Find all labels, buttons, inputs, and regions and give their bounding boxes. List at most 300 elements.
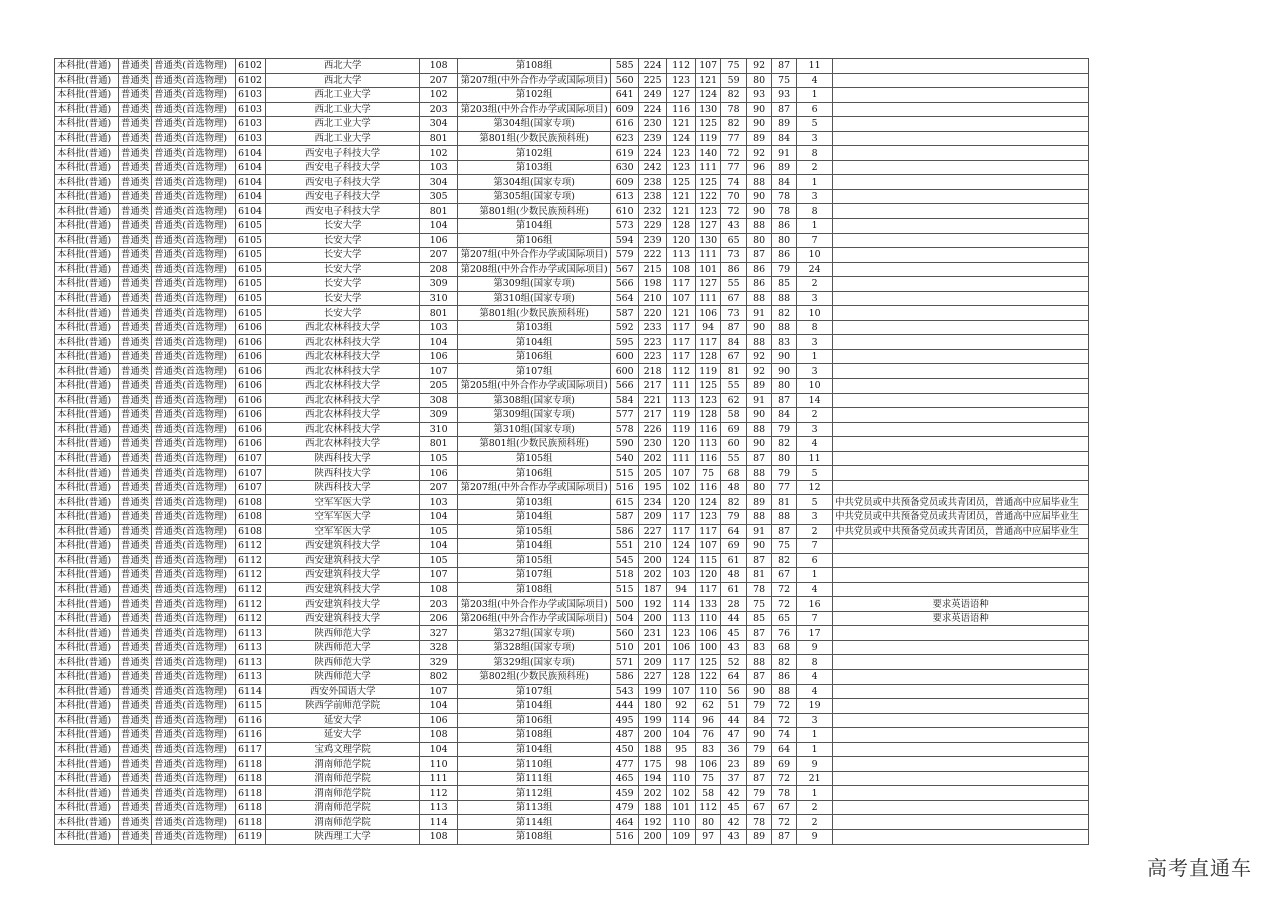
- cell-school-name: 西安建筑科技大学: [266, 539, 420, 554]
- cell-chi-math-eng: 242: [639, 160, 667, 175]
- cell-school-name: 陕西科技大学: [266, 451, 420, 466]
- cell-total-score: 560: [611, 73, 639, 88]
- cell-second-subject-b: 67: [772, 800, 797, 815]
- cell-foreign-lang: 83: [696, 742, 721, 757]
- cell-total-score: 571: [611, 655, 639, 670]
- cell-group-name: 第103组: [458, 495, 611, 510]
- cell-category: 普通类: [119, 655, 152, 670]
- cell-foreign-lang: 117: [696, 335, 721, 350]
- cell-remark: [833, 699, 1089, 714]
- table-row: [55, 800, 1089, 815]
- cell-plan-count: 7: [797, 233, 833, 248]
- cell-math: 111: [667, 451, 696, 466]
- cell-batch: 本科批(普通): [55, 306, 119, 321]
- cell-school-code: 6105: [236, 219, 266, 234]
- table-row: [55, 204, 1089, 219]
- cell-group-code: 203: [420, 597, 458, 612]
- cell-chi-math-eng: 239: [639, 131, 667, 146]
- cell-batch: 本科批(普通): [55, 611, 119, 626]
- cell-total-score: 500: [611, 597, 639, 612]
- cell-first-subject: 84: [721, 335, 747, 350]
- cell-second-subject-a: 87: [747, 451, 772, 466]
- cell-first-subject: 64: [721, 524, 747, 539]
- cell-total-score: 551: [611, 539, 639, 554]
- cell-batch: 本科批(普通): [55, 379, 119, 394]
- cell-first-subject: 48: [721, 480, 747, 495]
- cell-school-code: 6113: [236, 669, 266, 684]
- cell-group-code: 308: [420, 393, 458, 408]
- cell-total-score: 577: [611, 408, 639, 423]
- cell-foreign-lang: 62: [696, 699, 721, 714]
- cell-school-code: 6116: [236, 728, 266, 743]
- cell-math: 114: [667, 597, 696, 612]
- cell-chi-math-eng: 201: [639, 640, 667, 655]
- cell-foreign-lang: 123: [696, 393, 721, 408]
- cell-foreign-lang: 125: [696, 117, 721, 132]
- cell-school-code: 6107: [236, 466, 266, 481]
- cell-group-code: 802: [420, 669, 458, 684]
- table-row: [55, 131, 1089, 146]
- cell-plan-count: 10: [797, 379, 833, 394]
- cell-total-score: 619: [611, 146, 639, 161]
- cell-math: 124: [667, 539, 696, 554]
- cell-second-subject-b: 78: [772, 189, 797, 204]
- cell-total-score: 594: [611, 233, 639, 248]
- cell-school-code: 6106: [236, 408, 266, 423]
- cell-foreign-lang: 106: [696, 626, 721, 641]
- cell-subject-type: 普通类(首选物理): [152, 684, 236, 699]
- cell-second-subject-a: 90: [747, 408, 772, 423]
- cell-school-code: 6104: [236, 204, 266, 219]
- table-row: [55, 189, 1089, 204]
- cell-second-subject-a: 81: [747, 568, 772, 583]
- cell-group-code: 106: [420, 233, 458, 248]
- cell-plan-count: 8: [797, 146, 833, 161]
- cell-school-name: 西北农林科技大学: [266, 437, 420, 452]
- cell-math: 103: [667, 568, 696, 583]
- cell-subject-type: 普通类(首选物理): [152, 248, 236, 263]
- cell-school-name: 长安大学: [266, 277, 420, 292]
- cell-remark: [833, 829, 1089, 844]
- cell-category: 普通类: [119, 291, 152, 306]
- cell-group-code: 103: [420, 160, 458, 175]
- table-row: [55, 320, 1089, 335]
- cell-batch: 本科批(普通): [55, 757, 119, 772]
- cell-category: 普通类: [119, 73, 152, 88]
- cell-category: 普通类: [119, 509, 152, 524]
- cell-school-name: 陕西师范大学: [266, 640, 420, 655]
- cell-group-name: 第106组: [458, 233, 611, 248]
- cell-subject-type: 普通类(首选物理): [152, 713, 236, 728]
- cell-second-subject-a: 80: [747, 233, 772, 248]
- cell-remark: [833, 306, 1089, 321]
- cell-school-code: 6104: [236, 160, 266, 175]
- cell-school-name: 渭南师范学院: [266, 815, 420, 830]
- cell-batch: 本科批(普通): [55, 800, 119, 815]
- cell-first-subject: 60: [721, 437, 747, 452]
- cell-math: 117: [667, 655, 696, 670]
- cell-school-code: 6106: [236, 422, 266, 437]
- table-row: [55, 524, 1089, 539]
- cell-first-subject: 55: [721, 451, 747, 466]
- cell-group-code: 108: [420, 829, 458, 844]
- cell-school-name: 长安大学: [266, 291, 420, 306]
- cell-remark: [833, 102, 1089, 117]
- table-row: [55, 509, 1089, 524]
- cell-math: 98: [667, 757, 696, 772]
- cell-subject-type: 普通类(首选物理): [152, 437, 236, 452]
- cell-total-score: 584: [611, 393, 639, 408]
- cell-plan-count: 21: [797, 771, 833, 786]
- cell-batch: 本科批(普通): [55, 597, 119, 612]
- cell-first-subject: 61: [721, 582, 747, 597]
- cell-second-subject-a: 79: [747, 742, 772, 757]
- cell-school-name: 空军军医大学: [266, 524, 420, 539]
- cell-chi-math-eng: 210: [639, 539, 667, 554]
- table-row: [55, 306, 1089, 321]
- cell-school-name: 西北大学: [266, 73, 420, 88]
- cell-foreign-lang: 80: [696, 815, 721, 830]
- cell-remark: 中共党员或中共预备党员或共青团员，普通高中应届毕业生: [833, 524, 1089, 539]
- cell-school-name: 西安电子科技大学: [266, 160, 420, 175]
- table-row: [55, 117, 1089, 132]
- cell-math: 114: [667, 713, 696, 728]
- cell-total-score: 540: [611, 451, 639, 466]
- cell-foreign-lang: 120: [696, 568, 721, 583]
- cell-subject-type: 普通类(首选物理): [152, 262, 236, 277]
- cell-group-name: 第801组(少数民族预科班): [458, 131, 611, 146]
- cell-second-subject-b: 84: [772, 131, 797, 146]
- cell-chi-math-eng: 218: [639, 364, 667, 379]
- cell-subject-type: 普通类(首选物理): [152, 364, 236, 379]
- cell-total-score: 566: [611, 277, 639, 292]
- cell-batch: 本科批(普通): [55, 408, 119, 423]
- cell-group-code: 305: [420, 189, 458, 204]
- cell-group-code: 112: [420, 786, 458, 801]
- cell-plan-count: 3: [797, 364, 833, 379]
- cell-second-subject-a: 87: [747, 248, 772, 263]
- cell-math: 94: [667, 582, 696, 597]
- cell-school-code: 6112: [236, 582, 266, 597]
- cell-school-code: 6113: [236, 640, 266, 655]
- table-row: [55, 102, 1089, 117]
- cell-first-subject: 43: [721, 219, 747, 234]
- cell-group-code: 108: [420, 728, 458, 743]
- cell-second-subject-a: 88: [747, 655, 772, 670]
- cell-group-code: 103: [420, 320, 458, 335]
- cell-math: 123: [667, 160, 696, 175]
- cell-math: 110: [667, 771, 696, 786]
- table-row: [55, 408, 1089, 423]
- cell-batch: 本科批(普通): [55, 480, 119, 495]
- cell-math: 121: [667, 306, 696, 321]
- cell-total-score: 600: [611, 349, 639, 364]
- cell-first-subject: 87: [721, 320, 747, 335]
- cell-remark: [833, 728, 1089, 743]
- cell-subject-type: 普通类(首选物理): [152, 189, 236, 204]
- cell-school-code: 6113: [236, 655, 266, 670]
- cell-foreign-lang: 127: [696, 277, 721, 292]
- cell-school-code: 6118: [236, 815, 266, 830]
- cell-group-code: 105: [420, 451, 458, 466]
- cell-second-subject-b: 72: [772, 699, 797, 714]
- cell-group-name: 第327组(国家专项): [458, 626, 611, 641]
- cell-remark: [833, 175, 1089, 190]
- cell-subject-type: 普通类(首选物理): [152, 509, 236, 524]
- cell-subject-type: 普通类(首选物理): [152, 320, 236, 335]
- cell-chi-math-eng: 187: [639, 582, 667, 597]
- table-row: [55, 364, 1089, 379]
- cell-foreign-lang: 128: [696, 408, 721, 423]
- cell-chi-math-eng: 238: [639, 189, 667, 204]
- cell-math: 107: [667, 466, 696, 481]
- cell-school-name: 西北工业大学: [266, 88, 420, 103]
- cell-school-name: 长安大学: [266, 306, 420, 321]
- cell-school-name: 空军军医大学: [266, 509, 420, 524]
- cell-plan-count: 2: [797, 277, 833, 292]
- cell-chi-math-eng: 224: [639, 102, 667, 117]
- cell-total-score: 600: [611, 364, 639, 379]
- cell-second-subject-a: 89: [747, 131, 772, 146]
- cell-chi-math-eng: 249: [639, 88, 667, 103]
- cell-foreign-lang: 125: [696, 379, 721, 394]
- cell-school-code: 6116: [236, 713, 266, 728]
- cell-batch: 本科批(普通): [55, 684, 119, 699]
- cell-group-name: 第102组: [458, 88, 611, 103]
- cell-plan-count: 9: [797, 757, 833, 772]
- cell-category: 普通类: [119, 640, 152, 655]
- cell-group-code: 801: [420, 437, 458, 452]
- cell-batch: 本科批(普通): [55, 626, 119, 641]
- cell-second-subject-a: 80: [747, 73, 772, 88]
- table-row: [55, 742, 1089, 757]
- cell-total-score: 579: [611, 248, 639, 263]
- cell-chi-math-eng: 225: [639, 73, 667, 88]
- cell-group-name: 第308组(国家专项): [458, 393, 611, 408]
- cell-second-subject-a: 88: [747, 466, 772, 481]
- cell-school-code: 6112: [236, 539, 266, 554]
- cell-first-subject: 69: [721, 539, 747, 554]
- table-row: [55, 582, 1089, 597]
- cell-group-name: 第102组: [458, 146, 611, 161]
- cell-foreign-lang: 116: [696, 422, 721, 437]
- cell-foreign-lang: 140: [696, 146, 721, 161]
- cell-school-name: 西北农林科技大学: [266, 422, 420, 437]
- cell-foreign-lang: 96: [696, 713, 721, 728]
- cell-group-code: 203: [420, 102, 458, 117]
- cell-plan-count: 14: [797, 393, 833, 408]
- cell-school-code: 6106: [236, 335, 266, 350]
- cell-total-score: 566: [611, 379, 639, 394]
- cell-category: 普通类: [119, 451, 152, 466]
- cell-second-subject-a: 88: [747, 291, 772, 306]
- cell-second-subject-a: 67: [747, 800, 772, 815]
- cell-total-score: 573: [611, 219, 639, 234]
- cell-first-subject: 47: [721, 728, 747, 743]
- cell-second-subject-b: 82: [772, 306, 797, 321]
- cell-foreign-lang: 125: [696, 655, 721, 670]
- cell-plan-count: 19: [797, 699, 833, 714]
- cell-group-code: 105: [420, 524, 458, 539]
- cell-school-name: 西北农林科技大学: [266, 335, 420, 350]
- cell-second-subject-a: 88: [747, 422, 772, 437]
- cell-remark: [833, 553, 1089, 568]
- cell-first-subject: 77: [721, 160, 747, 175]
- cell-school-code: 6112: [236, 553, 266, 568]
- cell-first-subject: 82: [721, 495, 747, 510]
- cell-first-subject: 52: [721, 655, 747, 670]
- cell-plan-count: 1: [797, 786, 833, 801]
- cell-group-name: 第205组(中外合作办学或国际项目): [458, 379, 611, 394]
- cell-total-score: 510: [611, 640, 639, 655]
- cell-category: 普通类: [119, 393, 152, 408]
- table-row: [55, 699, 1089, 714]
- cell-remark: [833, 582, 1089, 597]
- table-row: [55, 786, 1089, 801]
- cell-second-subject-b: 87: [772, 102, 797, 117]
- cell-second-subject-b: 75: [772, 539, 797, 554]
- table-row: [55, 219, 1089, 234]
- cell-batch: 本科批(普通): [55, 146, 119, 161]
- cell-math: 128: [667, 219, 696, 234]
- cell-chi-math-eng: 226: [639, 422, 667, 437]
- cell-second-subject-b: 84: [772, 408, 797, 423]
- cell-second-subject-b: 88: [772, 509, 797, 524]
- cell-remark: [833, 277, 1089, 292]
- cell-second-subject-a: 90: [747, 437, 772, 452]
- cell-remark: [833, 262, 1089, 277]
- cell-group-name: 第114组: [458, 815, 611, 830]
- cell-second-subject-b: 82: [772, 437, 797, 452]
- cell-batch: 本科批(普通): [55, 204, 119, 219]
- cell-first-subject: 69: [721, 422, 747, 437]
- cell-total-score: 587: [611, 306, 639, 321]
- cell-group-name: 第104组: [458, 219, 611, 234]
- cell-remark: [833, 757, 1089, 772]
- cell-math: 123: [667, 146, 696, 161]
- cell-subject-type: 普通类(首选物理): [152, 640, 236, 655]
- cell-chi-math-eng: 230: [639, 117, 667, 132]
- cell-second-subject-b: 88: [772, 684, 797, 699]
- cell-subject-type: 普通类(首选物理): [152, 597, 236, 612]
- cell-school-name: 西安建筑科技大学: [266, 553, 420, 568]
- cell-school-name: 渭南师范学院: [266, 757, 420, 772]
- cell-school-code: 6114: [236, 684, 266, 699]
- cell-group-name: 第310组(国家专项): [458, 422, 611, 437]
- cell-category: 普通类: [119, 277, 152, 292]
- cell-first-subject: 78: [721, 102, 747, 117]
- cell-second-subject-a: 92: [747, 59, 772, 74]
- cell-remark: [833, 291, 1089, 306]
- table-row: [55, 277, 1089, 292]
- cell-school-name: 长安大学: [266, 219, 420, 234]
- cell-remark: [833, 219, 1089, 234]
- cell-batch: 本科批(普通): [55, 364, 119, 379]
- table-row: [55, 335, 1089, 350]
- cell-batch: 本科批(普通): [55, 699, 119, 714]
- cell-remark: [833, 233, 1089, 248]
- table-row: [55, 684, 1089, 699]
- table-row: [55, 437, 1089, 452]
- cell-school-name: 陕西科技大学: [266, 466, 420, 481]
- cell-foreign-lang: 116: [696, 480, 721, 495]
- cell-foreign-lang: 106: [696, 757, 721, 772]
- cell-second-subject-a: 91: [747, 393, 772, 408]
- cell-category: 普通类: [119, 539, 152, 554]
- cell-chi-math-eng: 221: [639, 393, 667, 408]
- cell-category: 普通类: [119, 248, 152, 263]
- cell-second-subject-b: 84: [772, 175, 797, 190]
- cell-subject-type: 普通类(首选物理): [152, 786, 236, 801]
- cell-school-name: 西安外国语大学: [266, 684, 420, 699]
- cell-group-code: 108: [420, 582, 458, 597]
- cell-group-name: 第106组: [458, 466, 611, 481]
- cell-category: 普通类: [119, 699, 152, 714]
- cell-subject-type: 普通类(首选物理): [152, 349, 236, 364]
- table-row: [55, 539, 1089, 554]
- cell-category: 普通类: [119, 568, 152, 583]
- cell-second-subject-b: 64: [772, 742, 797, 757]
- cell-second-subject-b: 87: [772, 393, 797, 408]
- cell-total-score: 586: [611, 669, 639, 684]
- cell-first-subject: 77: [721, 131, 747, 146]
- cell-second-subject-b: 78: [772, 204, 797, 219]
- cell-plan-count: 8: [797, 320, 833, 335]
- cell-second-subject-b: 91: [772, 146, 797, 161]
- cell-batch: 本科批(普通): [55, 160, 119, 175]
- cell-school-code: 6118: [236, 771, 266, 786]
- cell-total-score: 477: [611, 757, 639, 772]
- cell-second-subject-b: 78: [772, 786, 797, 801]
- cell-total-score: 613: [611, 189, 639, 204]
- cell-first-subject: 48: [721, 568, 747, 583]
- cell-first-subject: 45: [721, 626, 747, 641]
- cell-plan-count: 6: [797, 102, 833, 117]
- cell-subject-type: 普通类(首选物理): [152, 160, 236, 175]
- cell-school-name: 西北农林科技大学: [266, 320, 420, 335]
- cell-category: 普通类: [119, 102, 152, 117]
- cell-math: 120: [667, 495, 696, 510]
- cell-first-subject: 44: [721, 611, 747, 626]
- cell-total-score: 465: [611, 771, 639, 786]
- cell-batch: 本科批(普通): [55, 437, 119, 452]
- cell-batch: 本科批(普通): [55, 88, 119, 103]
- cell-subject-type: 普通类(首选物理): [152, 742, 236, 757]
- cell-second-subject-b: 72: [772, 815, 797, 830]
- cell-total-score: 560: [611, 626, 639, 641]
- cell-category: 普通类: [119, 466, 152, 481]
- cell-plan-count: 9: [797, 829, 833, 844]
- cell-total-score: 610: [611, 204, 639, 219]
- cell-category: 普通类: [119, 233, 152, 248]
- cell-batch: 本科批(普通): [55, 451, 119, 466]
- cell-remark: [833, 771, 1089, 786]
- cell-second-subject-b: 82: [772, 553, 797, 568]
- cell-chi-math-eng: 222: [639, 248, 667, 263]
- cell-category: 普通类: [119, 495, 152, 510]
- cell-plan-count: 3: [797, 291, 833, 306]
- cell-second-subject-b: 76: [772, 626, 797, 641]
- cell-chi-math-eng: 220: [639, 306, 667, 321]
- cell-group-code: 309: [420, 277, 458, 292]
- cell-total-score: 495: [611, 713, 639, 728]
- cell-school-code: 6112: [236, 597, 266, 612]
- cell-second-subject-a: 86: [747, 277, 772, 292]
- cell-plan-count: 11: [797, 59, 833, 74]
- cell-plan-count: 4: [797, 582, 833, 597]
- cell-category: 普通类: [119, 88, 152, 103]
- cell-first-subject: 82: [721, 88, 747, 103]
